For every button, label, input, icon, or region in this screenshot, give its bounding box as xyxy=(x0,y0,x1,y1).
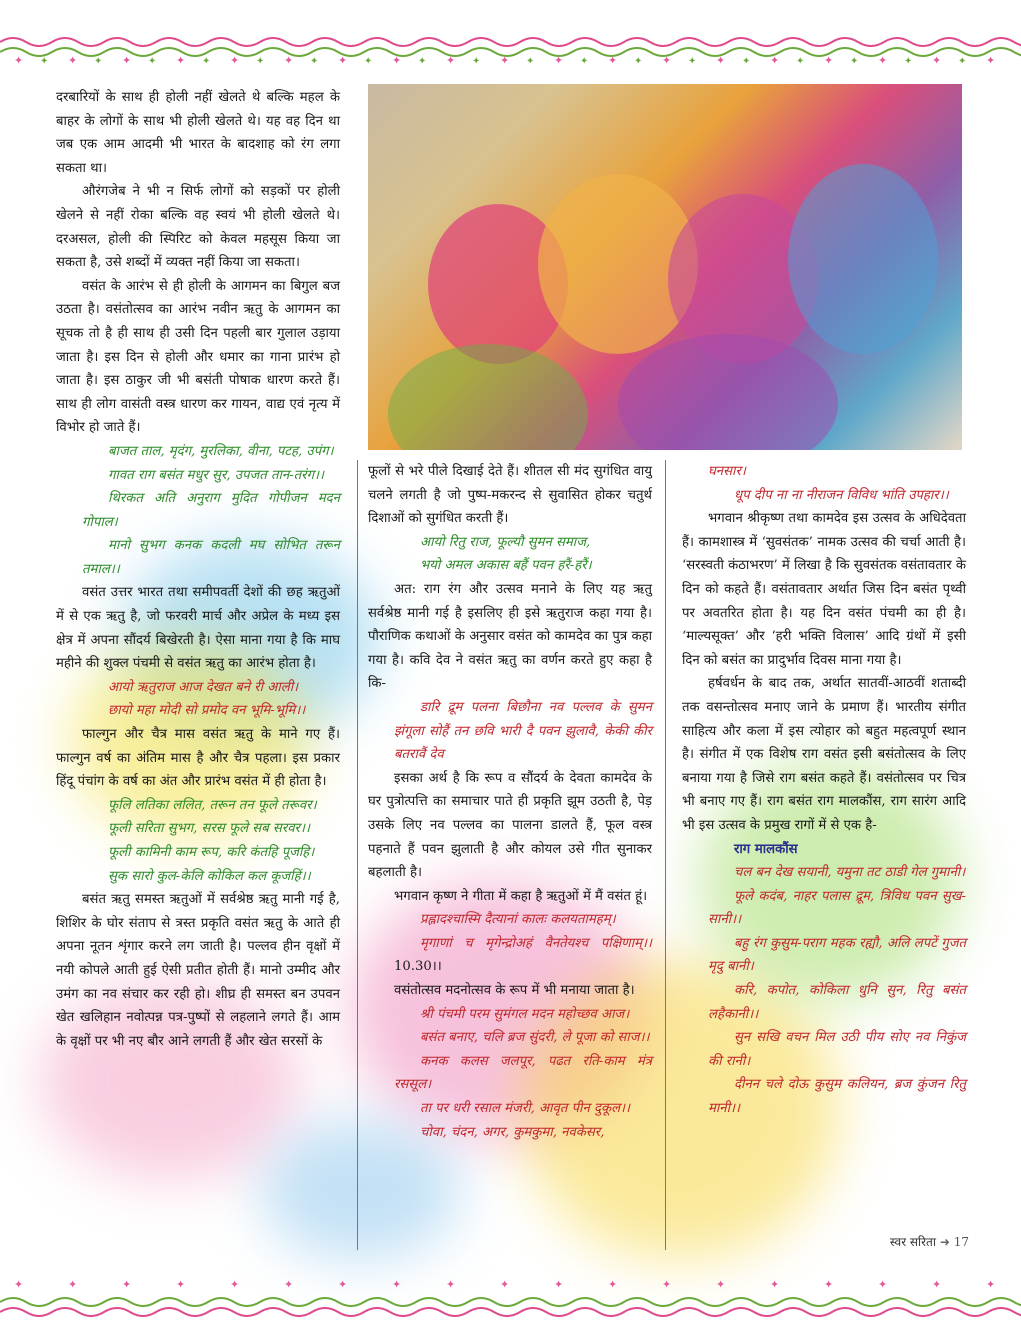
svg-text:✦: ✦ xyxy=(580,56,589,67)
verse-line: बहु रंग कुसुम-पराग महक रह्यौ, अलि लपटें गुजत मृदु बानी। xyxy=(708,935,966,975)
paragraph: भगवान श्रीकृष्ण तथा कामदेव इस उत्सव के अधिदेवता हैं। कामशास्त्र में ‘सुवसंतक’ नामक उत्सव की चर्चा आती है। ‘सरस्वती कंठाभरण’ में लिखा है कि सुवसंतक वसंतावतार के दिन को कहते हैं। वसंतावतार अर्थात जिस दिन बसंत पृथ्वी पर अवतरित होता है। यह दिन वसंत पंचमी का ही है। ‘माल्यसूक्त’ और ‘हरी भक्ति विलास’ आदि ग्रंथों में इसी दिन को बसंत का प्रादुर्भाव दिवस माना गया है। xyxy=(682,511,966,668)
paragraph: फूलों से भरे पीले दिखाई देते हैं। शीतल सी मंद सुगंधित वायु चलने लगती है जो पुष्प-मकरन्द से सुवासित होकर चतुर्थ दिशाओं को सुगंधित करती हैं। xyxy=(368,464,652,527)
svg-text:✦: ✦ xyxy=(986,54,996,67)
svg-text:✦: ✦ xyxy=(68,1280,78,1291)
verse-line: आयो ऋतुराज आज देखत बने री आली। xyxy=(108,679,299,695)
svg-text:✦: ✦ xyxy=(472,56,481,67)
verse-line: भयो अमल अकास बहैं पवन हरैं-हरैं। xyxy=(420,558,592,574)
svg-text:✦: ✦ xyxy=(932,54,942,67)
svg-text:✦: ✦ xyxy=(284,54,294,67)
paragraph: भगवान कृष्ण ने गीता में कहा है ऋतुओं में मैं वसंत हूं। xyxy=(394,888,648,904)
paragraph: औरंगजेब ने भी न सिर्फ लोगों को सड़कों पर होली खेलने से नहीं रोका बल्कि वह स्वयं भी होली खेलते थे। दरअसल, होली की स्पिरिट को केवल महसूस किया जा सकता है, उसे शब्दों में व्यक्त नहीं किया जा सकता। xyxy=(56,184,340,271)
verse-line: छायो महा मोदी सो प्रमोद वन भूमि-भूमि।। xyxy=(108,703,306,719)
column-left xyxy=(56,86,340,1053)
svg-text:✦: ✦ xyxy=(500,54,510,67)
svg-text:✦: ✦ xyxy=(338,1280,348,1291)
bottom-decorative-border xyxy=(0,1280,1021,1323)
verse-line: प्रह्लादश्चास्मि दैत्यानां कालः कलयतामहम्। xyxy=(420,912,616,928)
verse-line: बसंत बनाए, चलि ब्रज सुंदरी, ले पूजा को साज।। xyxy=(420,1030,650,1046)
verse-line: श्री पंचमी परम सुमंगल मदन महोच्छव आज। xyxy=(420,1006,630,1022)
svg-text:✦: ✦ xyxy=(14,1280,24,1291)
paragraph: हर्षवर्धन के बाद तक, अर्थात सातवीं-आठवीं शताब्दी तक वसन्तोत्सव मनाए जाने के प्रमाण हैं। भारतीय संगीत साहित्य और कला में इस त्योहार को बहुत महत्वपूर्ण स्थान है। संगीत में एक विशेष राग वसंत इसी बसंतोत्सव के लिए बनाया गया है जिसे राग बसंत कहते हैं। वसंतोत्सव पर चित्र भी बनाए गए हैं। राग बसंत राग मालकौंस, राग सारंग आदि भी इस उत्सव के प्रमुख रागों में से एक है- xyxy=(682,676,966,833)
svg-text:✦: ✦ xyxy=(446,54,456,67)
verse-line: करि, कपोत, कोकिला धुनि सुन, रितु बसंत लहैकानी।। xyxy=(708,983,966,1022)
svg-text:✦: ✦ xyxy=(14,54,24,67)
svg-text:✦: ✦ xyxy=(148,56,157,67)
svg-text:✦: ✦ xyxy=(256,56,265,67)
svg-text:✦: ✦ xyxy=(688,56,697,67)
raag-heading: राग मालकौंस xyxy=(734,841,798,857)
verse-line: फूली सरिता सुभग, सरस फूले सब सरवर।। xyxy=(108,821,310,837)
svg-text:✦: ✦ xyxy=(446,1280,456,1291)
svg-text:✦: ✦ xyxy=(338,54,348,67)
svg-text:✦: ✦ xyxy=(850,56,859,67)
svg-text:✦: ✦ xyxy=(770,1280,780,1291)
svg-text:✦: ✦ xyxy=(310,56,319,67)
verse-line: फूली कामिनी काम रूप, करि कंतहि पूजहि। xyxy=(108,845,315,860)
svg-text:✦: ✦ xyxy=(742,56,751,67)
svg-text:✦: ✦ xyxy=(230,54,240,67)
column-divider-left xyxy=(357,460,358,1250)
svg-text:✦: ✦ xyxy=(230,1280,240,1291)
verse-line: दीनन चले दोऊ कुसुम कलियन, ब्रज कुंजन रितु मानी।। xyxy=(708,1077,966,1117)
svg-text:✦: ✦ xyxy=(122,1280,132,1291)
svg-text:✦: ✦ xyxy=(554,1280,564,1291)
svg-text:✦: ✦ xyxy=(392,1280,402,1291)
svg-text:✦: ✦ xyxy=(608,1280,618,1291)
svg-text:✦: ✦ xyxy=(526,56,535,67)
footer-brand xyxy=(890,1233,969,1250)
paragraph: दरबारियों के साथ ही होली नहीं खेलते थे बल्कि महल के बाहर के लोगों के साथ भी होली खेलते थे। यह वह दिन था जब एक आम आदमी भी भारत के बादशाह को रंग लगा सकता था। xyxy=(56,90,340,176)
verse-line: फूलि लतिका ललित, तरून तन फूले तरूवर। xyxy=(108,797,317,813)
svg-text:✦: ✦ xyxy=(932,1280,942,1291)
svg-text:✦: ✦ xyxy=(824,54,834,67)
verse-line: फूले कदंब, नाहर पलास द्रूम, त्रिविध पवन सुख-सानी।। xyxy=(708,888,966,928)
verse-line: आयो रितु राज, फूल्यौ सुमन समाज, xyxy=(420,534,591,550)
verse-line xyxy=(368,932,652,979)
paragraph: फाल्गुन और चैत्र मास वसंत ऋतु के माने गए हैं। फाल्गुन वर्ष का अंतिम मास है और चैत्र पहला। इस प्रकार हिंदू पंचांग के वर्ष का अंत और प्रारंभ वसंत में ही होता है। xyxy=(56,727,340,790)
svg-text:✦: ✦ xyxy=(608,54,618,67)
verse-line: घनसार। xyxy=(708,464,746,479)
svg-text:✦: ✦ xyxy=(418,56,427,67)
column-middle xyxy=(368,460,652,1144)
svg-text:✦: ✦ xyxy=(662,54,672,67)
verse-reference: 10.30।। xyxy=(394,959,442,975)
verse-line: मानो सुभग कनक कदली मघ सोभित तरून तमाल।। xyxy=(82,538,340,577)
svg-text:✦: ✦ xyxy=(94,56,103,67)
verse-line: चोवा, चंदन, अगर, कुमकुमा, नवकेसर, xyxy=(420,1124,605,1140)
svg-text:✦: ✦ xyxy=(662,1280,672,1291)
paragraph: वसंत उत्तर भारत तथा समीपवर्ती देशों की छह ऋतुओं में से एक ऋतु है, जो फरवरी मार्च और अप्रेल के मध्य इस क्षेत्र में अपना सौंदर्य बिखेरती है। ऐसा माना गया है कि माघ महीने की शुक्ल पंचमी से वसंत ऋतु का आरंभ होता है। xyxy=(56,585,340,672)
paragraph: वसंत के आरंभ से ही होली के आगमन का बिगुल बज उठता है। वसंतोत्सव का आरंभ नवीन ऋतु के आगमन का सूचक तो है ही साथ ही उसी दिन पहली बार गुलाल उड़ाया जाता है। इस दिन से होली और धमार का गाना प्रारंभ हो जाता है। इस ठाकुर जी भी बसंती पोषाक धारण करते हैं। साथ ही लोग वासंती वस्त्र धारण कर गायन, वाद्य एवं नृत्य में विभोर हो जाते हैं। xyxy=(56,278,340,436)
verse-line: चल बन देख सयानी, यमुना तट ठाडी गेल गुमानी। xyxy=(734,865,966,881)
svg-text:✦: ✦ xyxy=(284,1280,294,1291)
svg-text:✦: ✦ xyxy=(500,1280,510,1291)
magazine-name: स्वर सरिता xyxy=(889,1235,936,1249)
svg-text:✦: ✦ xyxy=(634,56,643,67)
holi-celebration-photo xyxy=(368,84,962,450)
verse-line: ता पर धरी रसाल मंजरी, आवृत पीन दुकूल।। xyxy=(420,1101,631,1117)
page-number: 17 xyxy=(953,1235,969,1249)
verse-line: बाजत ताल, मृदंग, मुरलिका, वीना, पटह, उपंग। xyxy=(108,443,334,459)
paragraph: वसंतोत्सव मदनोत्सव के रूप में भी मनाया जाता है। xyxy=(394,983,635,999)
svg-text:✦: ✦ xyxy=(986,1280,996,1291)
svg-text:✦: ✦ xyxy=(176,54,186,67)
svg-text:✦: ✦ xyxy=(904,56,913,67)
svg-text:✦: ✦ xyxy=(958,56,967,67)
verse-text: मृगाणां च मृगेन्द्रोअहं वैनतेयश्च पक्षिणाम्।। xyxy=(420,935,652,951)
verse-line: सुक सारो कुल-केलि कोकिल कल कूजहिं।। xyxy=(108,868,311,884)
column-right xyxy=(682,460,966,1121)
svg-text:✦: ✦ xyxy=(202,56,211,67)
verse-line: थिरकत अति अनुराग मुदित गोपीजन मदन गोपाल। xyxy=(82,491,340,530)
verse-line: सुन सखि वचन मिल उठी पीय सोए नव निकुंज की रानी। xyxy=(708,1030,966,1069)
column-divider-right xyxy=(665,460,666,1250)
svg-text:✦: ✦ xyxy=(716,1280,726,1291)
top-decorative-border xyxy=(0,0,1021,80)
verse-line: गावत राग बसंत मधुर सुर, उपजत तान-तरंग।। xyxy=(108,467,324,483)
arrow-icon: ➜ xyxy=(939,1235,950,1249)
svg-text:✦: ✦ xyxy=(68,54,78,67)
paragraph: इसका अर्थ है कि रूप व सौंदर्य के देवता कामदेव के घर पुत्रोत्पत्ति का समाचार पाते ही प्रकृति झूम उठती है, पेड़ उसके लिए नव पल्लव का पालना डालते हैं, फूल वस्त्र पहनाते हैं पवन झुलाती है और कोयल उसे गीत सुनाकर बहलाती है। xyxy=(368,770,652,881)
svg-text:✦: ✦ xyxy=(878,1280,888,1291)
svg-text:✦: ✦ xyxy=(770,54,780,67)
verse-line: धूप दीप ना ना नीराजन विविध भांति उपहार।। xyxy=(734,487,949,503)
svg-text:✦: ✦ xyxy=(122,54,132,67)
svg-text:✦: ✦ xyxy=(392,54,402,67)
svg-text:✦: ✦ xyxy=(878,54,888,67)
paragraph: बसंत ऋतु समस्त ऋतुओं में सर्वश्रेष्ठ ऋतु मानी गई है, शिशिर के घोर संताप से त्रस्त प्रकृति वसंत ऋतु के आते ही अपना नूतन शृंगार करने लग जाती है। पल्लव हीन वृक्षों में नयी कोपले आती हुई ऐसी प्रतीत होती हैं। मानो उम्मीद और उमंग का नव संचार कर रही हो। शीघ्र ही समस्त बन उपवन खेत खलिहान नवोत्पन्न पत्र-पुष्पों से लहलाने लगते हैं। आम के वृक्षों पर भी नए बौर आने लगती हैं और खेत सरसों के xyxy=(56,892,340,1049)
verse-line: कनक कलस जलपूर, पढत रति-काम मंत्र रससूल। xyxy=(394,1053,652,1093)
svg-text:✦: ✦ xyxy=(796,56,805,67)
svg-text:✦: ✦ xyxy=(716,54,726,67)
verse-block: डारि द्रूम पलना बिछौना नव पल्लव के सुमन झंगूला सोहैं तन छवि भारी दै पवन झुलावै, केकी कीर बतरावैं देव xyxy=(394,699,652,763)
svg-text:✦: ✦ xyxy=(176,1280,186,1291)
svg-text:✦: ✦ xyxy=(824,1280,834,1291)
paragraph: अत: राग रंग और उत्सव मनाने के लिए यह ऋतु सर्वश्रेष्ठ मानी गई है इसलिए ही इसे ऋतुराज कहा गया है। पौराणिक कथाओं के अनुसार वसंत को कामदेव का पुत्र कहा गया है। कवि देव ने वसंत ऋतु का वर्णन करते हुए कहा है कि- xyxy=(368,581,652,692)
svg-text:✦: ✦ xyxy=(364,56,373,67)
svg-text:✦: ✦ xyxy=(554,54,564,67)
svg-text:✦: ✦ xyxy=(40,56,49,67)
